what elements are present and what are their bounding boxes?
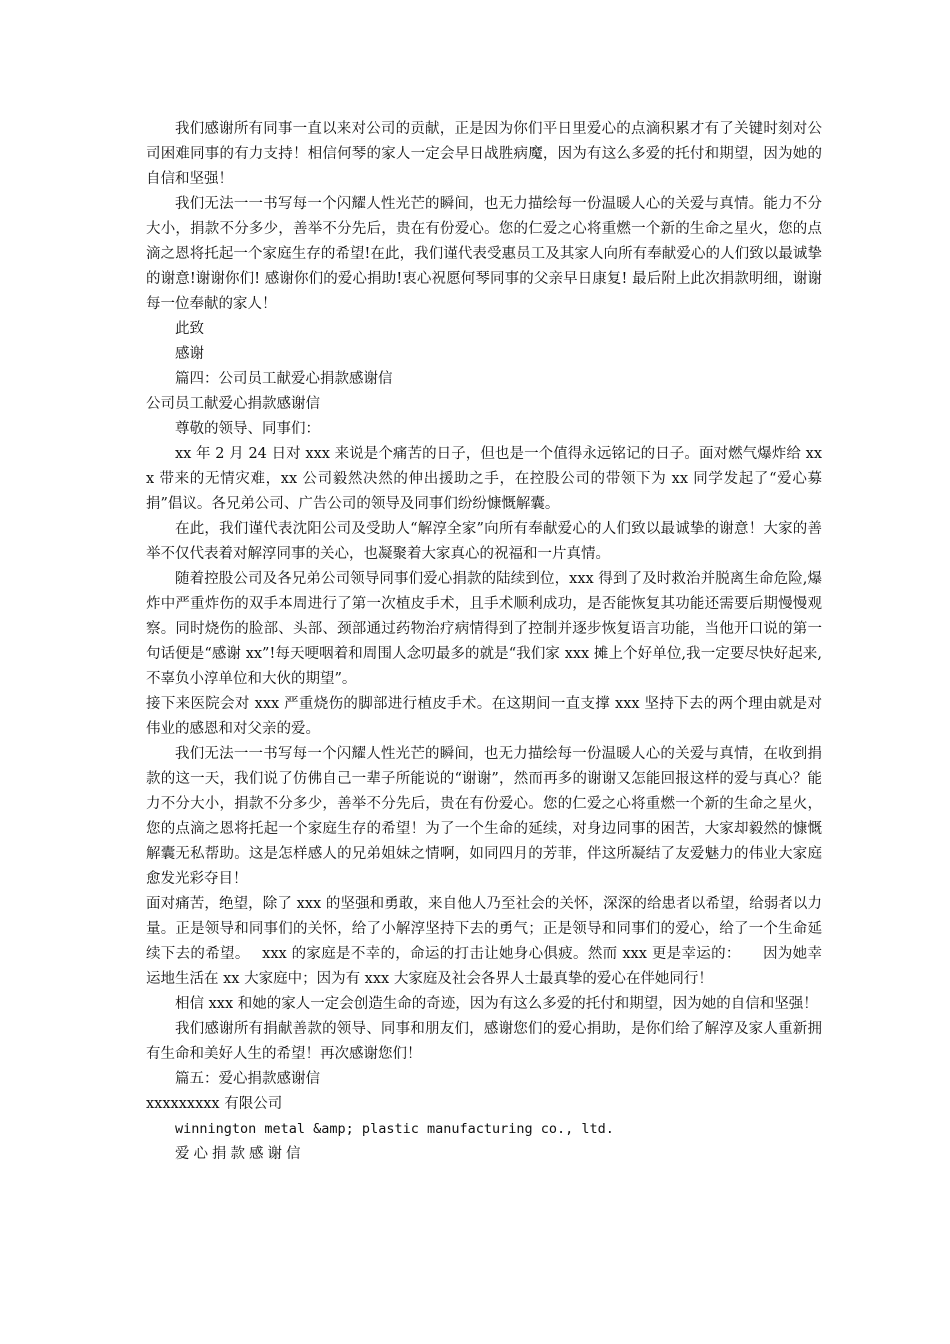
letter-title: 爱心捐款感谢信	[175, 1146, 305, 1162]
section-heading: 篇五：爱心捐款感谢信	[175, 1071, 320, 1087]
paragraph: 面对痛苦，绝望，除了 xxx 的坚强和勇敢，来自他人乃至社会的关怀，深深的给患者以希望，给弱者以力量。正是领导和同事们的关怀，给了小解淳坚持下去的勇气；正是领导和同事们的爱心，给了一个生命延续下去的希望。 xxx 的家庭是不幸的，命运的打击让她身心俱疲。然而 xxx 更是幸运的： 因为她幸运地生活在 xx 大家庭中；因为有 xxx 大家庭及社会各界人士最真挚的爱心在伴她同行！	[146, 896, 822, 987]
closing-line: 感谢	[175, 346, 204, 362]
paragraph: 接下来医院会对 xxx 严重烧伤的脚部进行植皮手术。在这期间一直支撑 xxx 坚持下去的两个理由就是对伟业的感恩和对父亲的爱。	[146, 696, 822, 737]
paragraph: 我们无法一一书写每一个闪耀人性光芒的瞬间，也无力描绘每一份温暖人心的关爱与真情，在收到捐款的这一天，我们说了仿佛自己一辈子所能说的“谢谢”，然而再多的谢谢又怎能回报这样的爱与真心？能力不分大小，捐款不分多少，善举不分先后，贵在有份爱心。您的仁爱之心将重燃一个新的生命之星火，您的点滴之恩将托起一个家庭生存的希望！为了一个生命的延续，对身边同事的困苦，大家却毅然的慷慨解囊无私帮助。这是怎样感人的兄弟姐妹之情啊，如同四月的芳菲，伴这所凝结了友爱魅力的伟业大家庭愈发光彩夺目！	[146, 746, 822, 887]
company-name: xxxxxxxxx 有限公司	[146, 1096, 283, 1112]
letter-title: 公司员工献爱心捐款感谢信	[146, 396, 320, 412]
paragraph: 我们感谢所有捐献善款的领导、同事和朋友们，感谢您们的爱心捐助，是你们给了解淳及家人重新拥有生命和美好人生的希望！再次感谢您们！	[146, 1021, 822, 1062]
company-name-english: winnington metal &amp; plastic manufacturing co., ltd.	[175, 1121, 614, 1137]
paragraph: 我们感谢所有同事一直以来对公司的贡献，正是因为你们平日里爱心的点滴积累才有了关键时刻对公司困难同事的有力支持！相信何琴的家人一定会早日战胜病魔，因为有这么多爱的托付和期望，因为她的自信和坚强！	[146, 121, 822, 187]
section-heading: 篇四：公司员工献爱心捐款感谢信	[175, 371, 393, 387]
paragraph: 在此，我们谨代表沈阳公司及受助人“解淳全家”向所有奉献爱心的人们致以最诚挚的谢意！大家的善举不仅代表着对解淳同事的关心，也凝聚着大家真心的祝福和一片真情。	[146, 521, 822, 562]
salutation: 尊敬的领导、同事们：	[175, 421, 320, 437]
closing-line: 此致	[175, 321, 204, 337]
document-page	[146, 117, 822, 1167]
paragraph: 随着控股公司及各兄弟公司领导同事们爱心捐款的陆续到位，xxx 得到了及时救治并脱离生命危险,爆炸中严重炸伤的双手本周进行了第一次植皮手术，且手术顺利成功，是否能恢复其功能还需要后期慢慢观察。同时烧伤的脸部、头部、颈部通过药物治疗病情得到了控制并逐步恢复语言功能，当他开口说的第一句话便是“感谢 xx”!每天哽咽着和周围人念叨最多的就是“我们家 xxx 摊上个好单位,我一定要尽快好起来,不辜负小淳单位和大伙的期望”。	[146, 571, 822, 687]
paragraph: 相信 xxx 和她的家人一定会创造生命的奇迹，因为有这么多爱的托付和期望，因为她的自信和坚强！	[175, 996, 818, 1012]
paragraph: 我们无法一一书写每一个闪耀人性光芒的瞬间，也无力描绘每一份温暖人心的关爱与真情。能力不分大小，捐款不分多少，善举不分先后，贵在有份爱心。您的仁爱之心将重燃一个新的生命之星火，您的点滴之恩将托起一个家庭生存的希望!在此，我们谨代表受惠员工及其家人向所有奉献爱心的人们致以最诚挚的谢意!谢谢你们! 感谢你们的爱心捐助!衷心祝愿何琴同事的父亲早日康复! 最后附上此次捐款明细，谢谢每一位奉献的家人！	[146, 196, 822, 312]
paragraph: xx 年 2 月 24 日对 xxx 来说是个痛苦的日子，但也是一个值得永远铭记的日子。面对燃气爆炸给 xxx 带来的无情灾难，xx 公司毅然决然的伸出援助之手，在控股公司的带领下为 xx 同学发起了“爱心募捐”倡议。各兄弟公司、广告公司的领导及同事们纷纷慷慨解囊。	[146, 446, 822, 512]
